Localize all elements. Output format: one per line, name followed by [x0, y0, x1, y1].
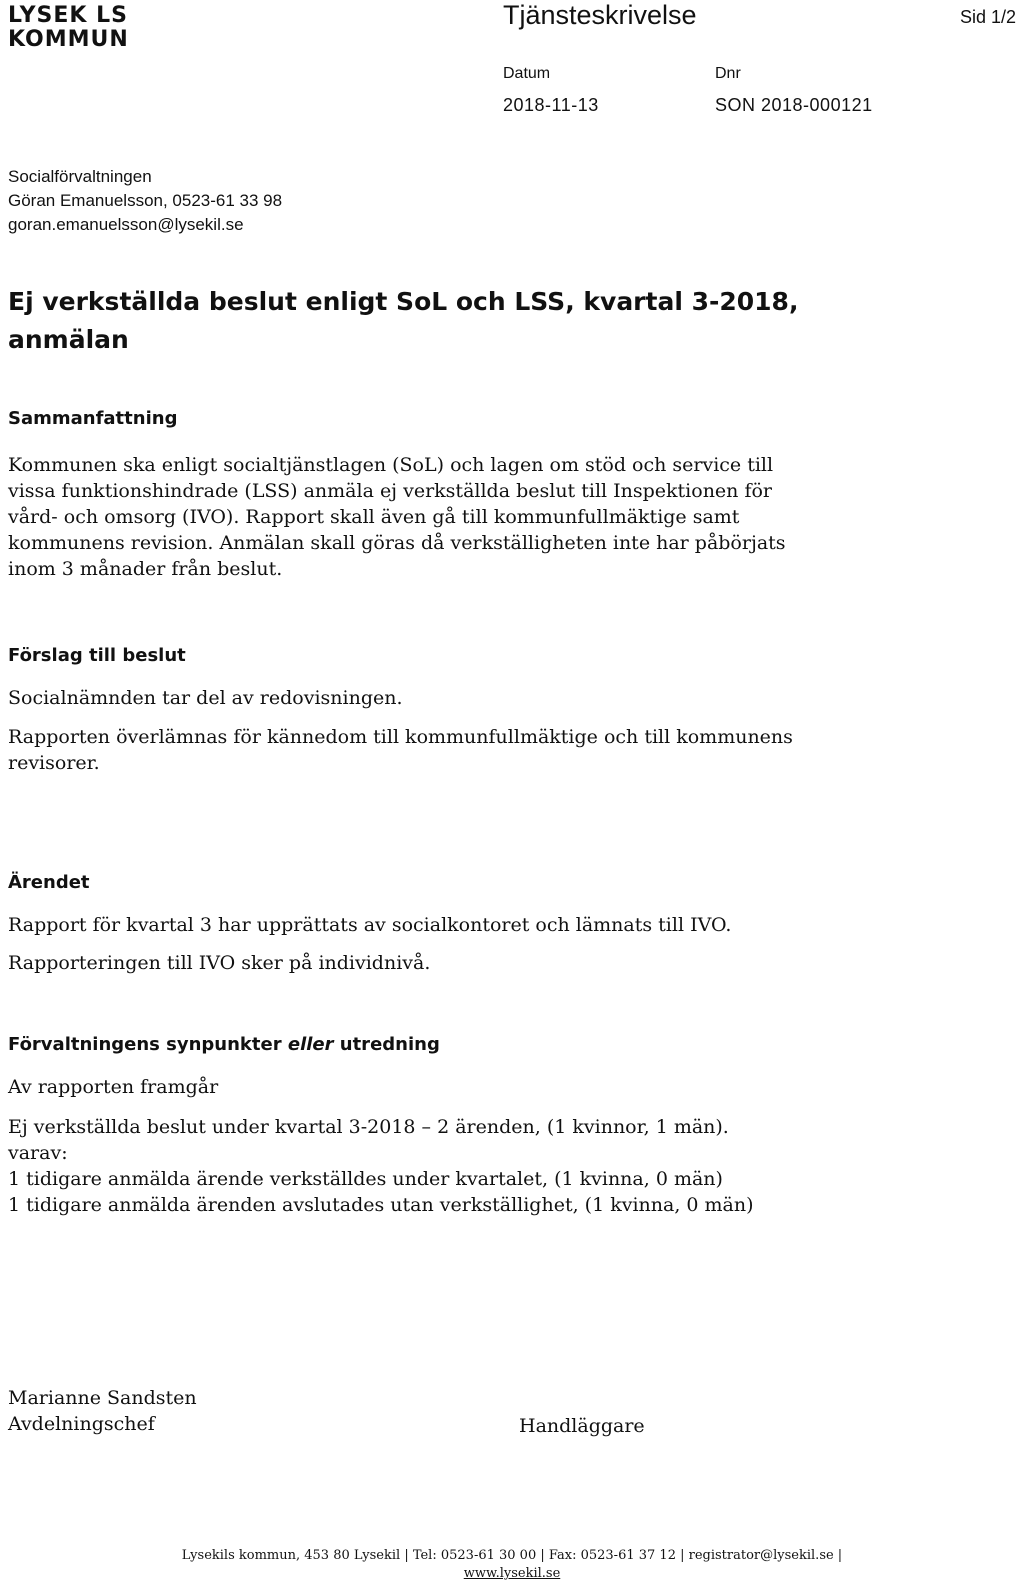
views-heading	[8, 1034, 440, 1055]
views-intro-line: Av rapporten framgår	[8, 1076, 219, 1098]
summary-paragraph	[8, 452, 848, 582]
proposal-paragraph-2	[8, 724, 848, 776]
handler-label: Handläggare	[519, 1415, 645, 1437]
page-number: Sid 1/2	[960, 7, 1017, 27]
views-line: varav:	[8, 1142, 68, 1164]
views-line: 1 tidigare anmälda ärende verkställdes under kvartalet, (1 kvinna, 0 män)	[8, 1168, 723, 1190]
date-value: 2018-11-13	[503, 95, 599, 115]
document-type: Tjänsteskrivelse	[503, 0, 697, 30]
sender-email[interactable]: goran.emanuelsson@lysekil.se	[8, 215, 244, 234]
proposal-line: revisorer.	[8, 752, 100, 774]
date-label: Datum	[503, 65, 551, 82]
views-list	[8, 1114, 848, 1218]
summary-line: inom 3 månader från beslut.	[8, 558, 283, 580]
signatory-name: Marianne Sandsten	[8, 1387, 197, 1409]
views-intro	[8, 1074, 848, 1100]
matter-heading: Ärendet	[8, 872, 90, 893]
signatory-role: Avdelningschef	[8, 1413, 155, 1435]
dnr-value: SON 2018-000121	[715, 95, 873, 115]
matter-line: Rapport för kvartal 3 har upprättats av socialkontoret och lämnats till IVO.	[8, 914, 732, 936]
views-line: Ej verkställda beslut under kvartal 3-2018 – 2 ärenden, (1 kvinnor, 1 män).	[8, 1116, 729, 1138]
document-title: Ej verkställda beslut enligt SoL och LSS, kvartal 3-2018, anmälan	[8, 287, 799, 354]
matter-line: Rapporteringen till IVO sker på individnivå.	[8, 952, 431, 974]
matter-paragraph-2	[8, 950, 848, 976]
views-line: 1 tidigare anmälda ärenden avslutades utan verkställighet, (1 kvinna, 0 män)	[8, 1194, 754, 1216]
sender-block	[8, 165, 282, 237]
sender-contact: Göran Emanuelsson, 0523-61 33 98	[8, 191, 283, 210]
footer-contact-line: Lysekils kommun, 453 80 Lysekil | Tel: 0523-61 30 00 | Fax: 0523-61 37 12 | registrator@lysekil.se |	[181, 1548, 843, 1563]
matter-paragraph-1	[8, 912, 848, 938]
footer	[0, 1547, 1024, 1583]
summary-line: Kommunen ska enligt socialtjänstlagen (SoL) och lagen om stöd och service till	[8, 454, 774, 476]
logo-line-2: KOMMUN	[8, 27, 129, 52]
summary-heading: Sammanfattning	[8, 408, 178, 429]
views-heading-part-1: Förvaltningens synpunkter	[8, 1034, 288, 1055]
summary-line: vissa funktionshindrade (LSS) anmäla ej verkställda beslut till Inspektionen för	[8, 480, 773, 502]
proposal-line: Rapporten överlämnas för kännedom till kommunfullmäktige och till kommunens	[8, 726, 793, 748]
sender-department: Socialförvaltningen	[8, 167, 152, 186]
footer-website-link[interactable]: www.lysekil.se	[463, 1566, 561, 1581]
views-heading-part-3: utredning	[333, 1034, 440, 1055]
proposal-line: Socialnämnden tar del av redovisningen.	[8, 687, 403, 709]
summary-line: kommunens revision. Anmälan skall göras då verkställigheten inte har påbörjats	[8, 532, 786, 554]
logo-line-1: LYSEK LS	[8, 3, 128, 28]
views-heading-part-2: eller	[287, 1034, 334, 1055]
dnr-label: Dnr	[715, 65, 741, 82]
proposal-heading: Förslag till beslut	[8, 645, 186, 666]
proposal-paragraph-1	[8, 685, 848, 711]
municipality-logo	[8, 4, 129, 52]
summary-line: vård- och omsorg (IVO). Rapport skall även gå till kommunfullmäktige samt	[8, 506, 740, 528]
